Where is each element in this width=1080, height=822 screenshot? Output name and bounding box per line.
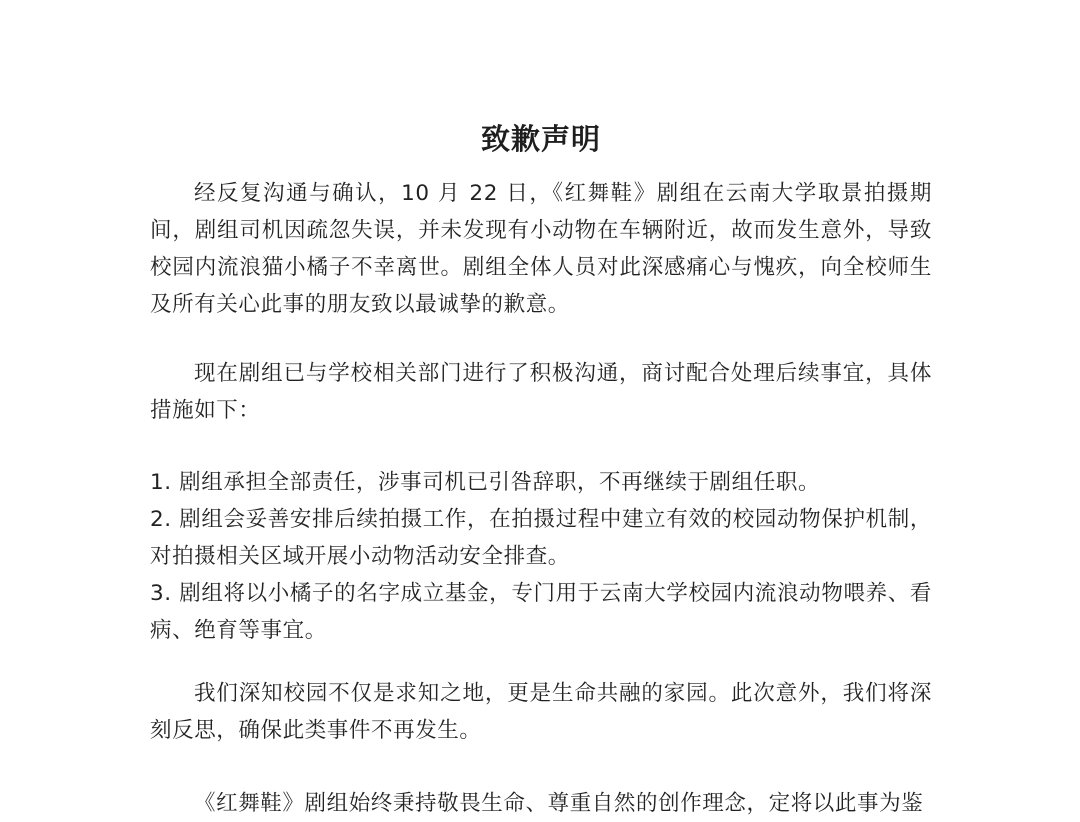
measure-item-1: 1. 剧组承担全部责任，涉事司机已引咎辞职，不再继续于剧组任职。 bbox=[150, 470, 821, 495]
paragraph-measures-intro: 现在剧组已与学校相关部门进行了积极沟通，商讨配合处理后续事宜，具体措施如下： bbox=[150, 361, 932, 423]
paragraph-closing: 《红舞鞋》剧组始终秉持敬畏生命、尊重自然的创作理念，定将以此事为鉴 bbox=[194, 791, 924, 816]
paragraph-reflection: 我们深知校园不仅是求知之地，更是生命共融的家园。此次意外，我们将深刻反思，确保此类事件不再发生。 bbox=[150, 681, 932, 743]
measure-item-3: 3. 剧组将以小橘子的名字成立基金，专门用于云南大学校园内流浪动物喂养、看病、绝育等事宜。 bbox=[150, 581, 932, 643]
measure-item-2: 2. 剧组会妥善安排后续拍摄工作，在拍摄过程中建立有效的校园动物保护机制，对拍摄相关区域开展小动物活动安全排查。 bbox=[150, 507, 932, 569]
document-title: 致歉声明 bbox=[480, 122, 601, 157]
measures-list bbox=[150, 464, 932, 649]
paragraph-intro: 经反复沟通与确认，10 月 22 日，《红舞鞋》剧组在云南大学取景拍摄期间，剧组司机因疏忽失误，并未发现有小动物在车辆附近，故而发生意外，导致校园内流浪猫小橘子不幸离世。剧组全体人员对此深感痛心与愧疚，向全校师生及所有关心此事的朋友致以最诚挚的歉意。 bbox=[150, 181, 932, 317]
